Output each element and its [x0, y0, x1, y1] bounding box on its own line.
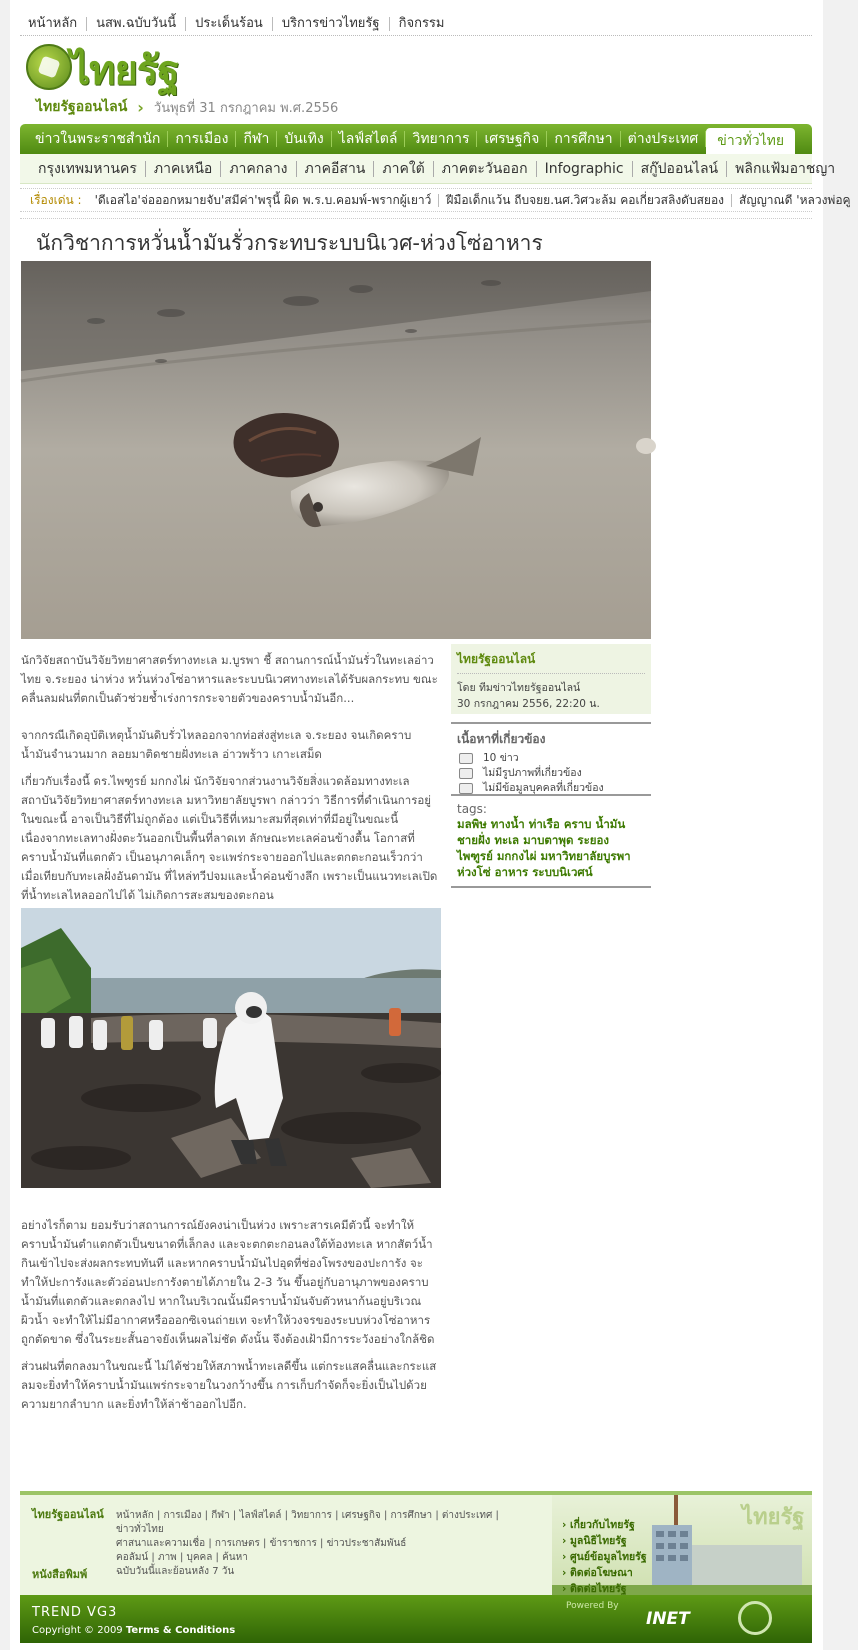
subnav-central[interactable]: ภาคกลาง: [221, 161, 296, 177]
article-paragraph: ส่วนฝนที่ตกลงมาในขณะนี้ ไม่ได้ช่วยให้สภาพน้ำทะเลดีขึ้น แต่กระแสคลื่นและกระแสลมจะยิ่งทำให้คราบน้ำมันแพร่กระจายในวงกว้างขึ้น การเก็บกำจัดก็จะยิ่งเป็นไปด้วยความยากลำบาก และยิ่งทำให้ล่าช้าออกไปอีก.: [21, 1359, 437, 1411]
logo-text: ไทยรัฐ: [70, 47, 179, 94]
sub-nav: [20, 154, 836, 184]
article-paragraph: อย่างไรก็ตาม ยอมรับว่าสถานการณ์ยังคงน่าเป็นห่วง เพราะสารเคมีตัวนี้ จะทำให้คราบน้ำมันตำแตกตัวเป็นขนาดที่เล็กลง และจะตกตะกอนลงใต้ท้องทะเล หากสัตว์น้ำกินเข้าไปจะส่งผลกระทบทันที และหากคราบน้ำมันไปอุดที่ช่องโพรงของปะการัง จะทำให้ปะการังและตัวอ่อนปะการังตายได้ภายใน 2-3 วัน ขึ้นอยู่กับอานุภาพของคราบน้ำมันที่แตกตัวและตกลงไป หากในบริเวณนั้นมีคราบน้ำมันจับตัวหนาก้นอยู่บริเวณผิวน้ำ จะทำให้ไม่มีอากาศหรือออกซิเจนถ่ายเท จะทำให้วงจรของระบบห่วงโซ่อาหารถูกตัดขาด ซึ่งในระยะสั้นอาจยังเห็นผลไม่ชัด ดังนั้น จึงต้องเฝ้ามีการระวังอย่างใกล้ชิด: [21, 1218, 435, 1346]
footer-link-advertise[interactable]: › ติดต่อโฆษณา: [562, 1567, 633, 1579]
byline: โดย ทีมข่าวไทยรัฐออนไลน์: [457, 682, 581, 694]
subnav-scoop[interactable]: สกู๊ปออนไลน์: [633, 161, 728, 177]
footer-link-foundation[interactable]: › มูลนิธิไทยรัฐ: [562, 1535, 627, 1547]
chevron-right-icon: ›: [137, 97, 144, 117]
nav-lifestyle[interactable]: ไลฟ์สไตล์: [332, 131, 406, 147]
footer-print-label: หนังสือพิมพ์: [32, 1568, 88, 1581]
site-logo[interactable]: [26, 42, 196, 92]
article-lead: นักวิจัยสถาบันวิจัยวิทยาศาสตร์ทางทะเล ม.บูรพา ชี้ สถานการณ์น้ำมันรั่วในทะเลอ่าวไทย จ.ระยอง น่าห่วง หวั่นห่วงโซ่อาหารและระบบนิเวศทางทะเลได้รับผลกระทบ ขณะคลื่นลมฝนที่ตกเป็นตัวช่วยช้ำเร่งการกระจายตัวของคราบน้ำมันอีก...: [21, 653, 438, 705]
nav-sports[interactable]: กีฬา: [236, 131, 277, 147]
subnav-northeast[interactable]: ภาคอีสาน: [297, 161, 375, 177]
footer-link-about[interactable]: › เกี่ยวกับไทยรัฐ: [562, 1519, 635, 1531]
nav-royal[interactable]: ข่าวในพระราชสำนัก: [28, 131, 168, 147]
tags-list[interactable]: มลพิษ ทางน้ำ ท่าเรือ คราบ น้ำมัน ชายฝั่ง ทะเล มาบตาพุด ระยอง ไพฑูรย์ มกกงไผ่ มหาวิทยาลัยบูรพา ห่วงโซ่ อาหาร ระบบนิเวศน์: [457, 817, 631, 879]
seal-icon: [738, 1601, 772, 1635]
photo-icon: [459, 768, 473, 779]
highlights-label: เรื่องเด่น :: [30, 192, 82, 207]
article-title: นักวิชาการหวั่นน้ำมันรั่วกระทบระบบนิเวศ-ห่วงโซ่อาหาร: [36, 231, 543, 255]
related-item-label: ไม่มีข้อมูลบุคคลที่เกี่ยวข้อง: [483, 782, 604, 794]
subnav-north[interactable]: ภาคเหนือ: [146, 161, 221, 177]
nav-science[interactable]: วิทยาการ: [405, 131, 477, 147]
copyright-text: Copyright © 2009: [32, 1625, 123, 1636]
nav-entertainment[interactable]: บันเทิง: [277, 131, 331, 147]
footer-link-row[interactable]: คอลัมน์ | ภาพ | บุคคล | ค้นหา: [116, 1552, 248, 1563]
nav-politics[interactable]: การเมือง: [168, 131, 236, 147]
subnav-south[interactable]: ภาคใต้: [374, 161, 433, 177]
nav-foreign[interactable]: ต่างประเทศ: [621, 131, 707, 147]
footer-link-row[interactable]: ศาสนาและความเชื่อ | การเกษตร | ข้าราชการ | ข่าวประชาสัมพันธ์: [116, 1538, 407, 1549]
top-link-home[interactable]: หน้าหลัก: [20, 17, 87, 31]
article-photo-dead-fish: [21, 261, 651, 639]
footer-online-links[interactable]: [116, 1509, 516, 1579]
related-item-label: ไม่มีรูปภาพที่เกี่ยวข้อง: [483, 767, 582, 779]
related-title: เนื้อหาที่เกี่ยวข้อง: [457, 732, 546, 746]
brand-link[interactable]: ไทยรัฐออนไลน์: [36, 99, 128, 115]
top-links: [20, 12, 812, 36]
inet-logo[interactable]: INET: [646, 1609, 690, 1629]
terms-link[interactable]: Terms & Conditions: [125, 1625, 236, 1636]
footer-bar: [20, 1595, 812, 1643]
related-item-photos: [459, 766, 645, 781]
top-link-activities[interactable]: กิจกรรม: [398, 15, 445, 31]
top-link-news-service[interactable]: บริการข่าวไทยรัฐ: [273, 17, 390, 31]
footer-corporate-panel: [552, 1491, 812, 1595]
publish-timestamp: 30 กรกฎาคม 2556, 22:20 น.: [457, 698, 600, 710]
footer-logo: ไทยรัฐ: [742, 1504, 805, 1530]
tags-box: [451, 794, 651, 888]
footer-online-label: ไทยรัฐออนไลน์: [32, 1508, 104, 1521]
sub-header: [36, 96, 338, 118]
article-title-bar: [20, 218, 812, 258]
person-icon: [459, 783, 473, 794]
source-title[interactable]: ไทยรัฐออนไลน์: [457, 650, 645, 674]
highlights-bar: [20, 188, 851, 212]
highlight-item[interactable]: สัญญาณดี 'หลวงพ่อคู: [739, 192, 851, 207]
nav-education[interactable]: การศึกษา: [547, 131, 620, 147]
source-box: [451, 644, 651, 714]
news-icon: [459, 753, 473, 764]
nav-local-active[interactable]: ข่าวทั่วไทย: [706, 128, 795, 154]
footer-corporate-links: [562, 1517, 647, 1597]
footer-links-panel: [20, 1491, 552, 1595]
footer-link-contact[interactable]: › ติดต่อไทยรัฐ: [562, 1583, 627, 1595]
tags-label: tags:: [457, 802, 487, 816]
top-link-hot-issues[interactable]: ประเด็นร้อน: [186, 17, 273, 31]
article-paragraph: จากกรณีเกิดอุบัติเหตุน้ำมันดิบรั่วไหลออกจากท่อส่งสู่ทะเล จ.ระยอง จนเกิดคราบน้ำมันจำนวนมาก ลอยมาติดชายฝั่งทะเล อ่าวพร้าว เกาะเสม็ด: [21, 728, 412, 761]
current-date: วันพุธที่ 31 กรกฎาคม พ.ศ.2556: [153, 100, 339, 116]
highlight-item[interactable]: 'ดีเอสไอ'จ่อออกหมายจับ'สมีค่า'พรุนี้ ผิด พ.ร.บ.คอมพ์-พรากผู้เยาว์: [88, 194, 440, 207]
highlight-item[interactable]: ฝีมือเด็กแว้น ถีบจยย.นศ.วิศวะล้ม คอเกี่ยวสลิงดับสยอง: [439, 194, 732, 207]
related-content: [451, 722, 651, 802]
footer-link-row[interactable]: หน้าหลัก | การเมือง | กีฬา | ไลฟ์สไตล์ | วิทยาการ | เศรษฐกิจ | การศึกษา | ต่างประเทศ | ข่าวทั่วไทย: [116, 1510, 499, 1535]
copyright: [32, 1625, 235, 1636]
top-link-newspaper[interactable]: นสพ.ฉบับวันนี้: [87, 17, 186, 31]
main-nav: [20, 124, 812, 154]
powered-by-label: Powered By: [566, 1601, 619, 1611]
article-photo-cleanup: [21, 908, 441, 1188]
article-paragraph: เกี่ยวกับเรื่องนี้ ดร.ไพฑูรย์ มกกงไผ่ นักวิจัยจากส่วนงานวิจัยสิ่งแวดล้อมทางทะเล สถาบันวิจัยวิทยาศาสตร์ทางทะเล มหาวิทยาลัยบูรพา กล่าวว่า วิธีการที่ดำเนินการอยู่ในขณะนี้ อาจเป็นวิธีที่ไม่ถูกต้อง แต่เป็นวิธีที่เหมาะสมที่สุดเท่าที่มีอยู่ในขณะนี้ เนื่องจากทะเลทางฝั่งตะวันออกเป็นพื้นที่ลาดเท ลักษณะทะเลค่อนข้างตื้น โอกาสที่คราบน้ำมันที่แตกตัว เป็นอนุภาคเล็กๆ จะแพร่กระจายออกไปและตกตะกอนเร็วกว่า เมื่อเทียบกับทะเลฝั่งอันดามัน ที่ไหล่ทวีปจมและน้ำค่อนข้างลึก เพราะเป็นแนวทะเลเปิดที่น้ำทะเลไหลออกไปได้ ไม่เกิดการสะสมของตะกอน: [21, 774, 438, 902]
trend-vg3-logo: TREND VG3: [32, 1605, 118, 1620]
related-item-label: 10 ข่าว: [483, 752, 519, 764]
logo-emblem-icon: [26, 44, 72, 90]
nav-economy[interactable]: เศรษฐกิจ: [477, 131, 547, 147]
related-item-news[interactable]: [459, 751, 645, 766]
footer-link-data-center[interactable]: › ศูนย์ข้อมูลไทยรัฐ: [562, 1551, 647, 1563]
subnav-east[interactable]: ภาคตะวันออก: [434, 161, 537, 177]
footer: [20, 1491, 812, 1643]
subnav-bangkok[interactable]: กรุงเทพมหานคร: [30, 161, 146, 177]
subnav-crime[interactable]: พลิกแฟ้มอาชญา: [735, 160, 836, 177]
subnav-infographic[interactable]: Infographic: [537, 161, 633, 177]
footer-print-link[interactable]: ฉบับวันนี้และย้อนหลัง 7 วัน: [116, 1566, 235, 1577]
